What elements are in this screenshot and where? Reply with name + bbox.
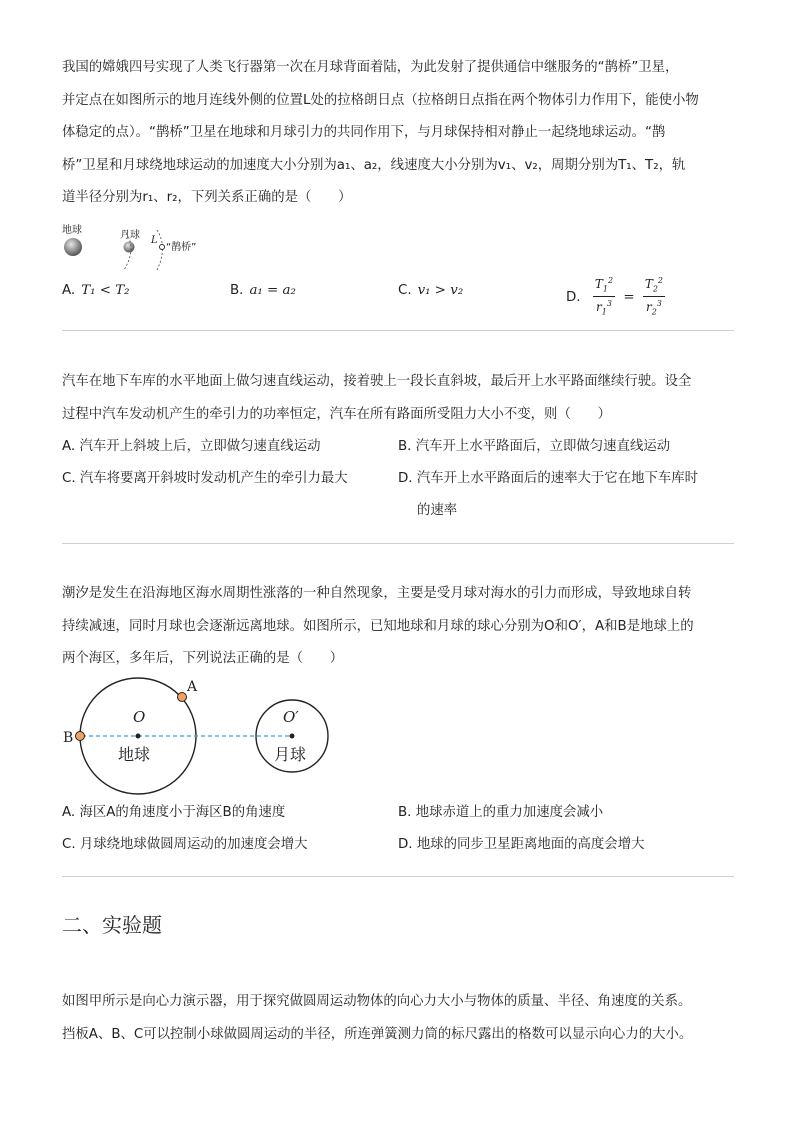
divider <box>62 876 734 877</box>
q2-option-a[interactable]: A. 汽车开上斜坡上后，立即做匀速直线运动 <box>62 439 321 454</box>
label-a: A <box>187 679 198 695</box>
satellite-dot <box>160 245 165 250</box>
label-o: O <box>133 708 146 726</box>
q1-option-a[interactable]: A. T₁ < T₂ <box>62 283 130 298</box>
q2-option-c[interactable]: C. 汽车将要离开斜坡时发动机产生的牵引力最大 <box>62 471 348 486</box>
divider <box>62 330 734 331</box>
q1-stem-line: 道半径分别为r₁、r₂，下列关系正确的是（ ） <box>62 190 352 205</box>
q3-stem-line: 潮汐是发生在沿海地区海水周期性涨落的一种自然现象，主要是受月球对海水的引力而形成，导致地球自转 <box>62 586 692 601</box>
q3-stem-line: 持续减速，同时月球也会逐渐远离地球。如图所示，已知地球和月球的球心分别为O和O′，A和B是地球上的 <box>62 618 694 634</box>
fraction-left: $\frac{T_1^2}{r_1^3}$ <box>594 276 614 317</box>
lagrange-point-label: L <box>151 235 158 246</box>
q1-stem <box>62 52 734 215</box>
q4-stem-line: 如图甲所示是向心力演示器，用于探究做圆周运动物体的向心力大小与物体的质量、半径、角速度的关系。 <box>62 994 692 1009</box>
earth-label: 地球 <box>118 745 151 764</box>
moon-center-dot <box>290 734 295 739</box>
q4-stem <box>62 986 734 1051</box>
q2-stem-line: 过程中汽车发动机产生的牵引力的功率恒定，汽车在所有路面所受阻力大小不变，则（ ） <box>62 406 612 422</box>
moon-label: 月球 <box>120 230 140 241</box>
q3-option-b[interactable]: B. 地球赤道上的重力加速度会减小 <box>398 805 604 820</box>
earth-label: 地球 <box>62 225 82 236</box>
q1-stem-line: 桥”卫星和月球绕地球运动的加速度大小分别为a₁、a₂，线速度大小分别为v₁、v₂，周期分别为T₁、T₂，轨 <box>62 157 686 173</box>
q1-option-d[interactable]: D. $\frac{T_1^2}{r_1^3}$ = $\frac{T_2^2}{r_2^3}$ <box>566 274 665 320</box>
satellite-orbit-arc <box>157 230 163 270</box>
q1-option-c[interactable]: C. v₁ > v₂ <box>398 283 464 298</box>
q3-stem <box>62 578 734 676</box>
q1-option-b[interactable]: B. a₁ = a₂ <box>230 283 296 298</box>
q1-stem-line: 我国的嫦娥四号实现了人类飞行器第一次在月球背面着陆，为此发射了提供通信中继服务的“鹊桥”卫星， <box>62 60 679 75</box>
q3-option-a[interactable]: A. 海区A的角速度小于海区B的角速度 <box>62 805 286 820</box>
label-o-prime: O′ <box>283 708 299 726</box>
earth-moon-tide-figure <box>60 672 340 802</box>
moon-label: 月球 <box>274 745 307 764</box>
q1-stem-line: 体稳定的点）。“鹊桥”卫星在地球和月球引力的共同作用下，与月球保持相对静止一起绕地球运动。“鹊 <box>62 125 666 140</box>
q2-option-d[interactable]: D. 汽车开上水平路面后的速率大于它在地下车库时 的速率 <box>398 471 699 518</box>
moon-ball <box>124 242 135 253</box>
satellite-label: “鹊桥” <box>166 242 197 253</box>
section-title: 二、实验题 <box>62 913 162 937</box>
q3-option-d[interactable]: D. 地球的同步卫星距离地面的高度会增大 <box>398 837 645 852</box>
q2-option-b[interactable]: B. 汽车开上水平路面后，立即做匀速直线运动 <box>398 439 671 454</box>
divider <box>62 543 734 544</box>
sea-area-a-dot <box>178 693 187 702</box>
fraction-right: $\frac{T_2^2}{r_2^3}$ <box>644 276 664 317</box>
label-b: B <box>63 730 74 746</box>
earth-ball <box>64 238 82 256</box>
q3-stem-line: 两个海区，多年后，下列说法正确的是（ ） <box>62 651 344 666</box>
earth-center-dot <box>136 734 141 739</box>
q2-stem-line: 汽车在地下车库的水平地面上做匀速直线运动，接着驶上一段长直斜坡，最后开上水平路面继续行驶。设全 <box>62 374 692 389</box>
q1-stem-line: 并定点在如图所示的地月连线外侧的位置L处的拉格朗日点（拉格朗日点指在两个物体引力作用下，能使小物 <box>62 92 699 108</box>
earth-moon-lagrange-figure <box>60 222 220 272</box>
q4-stem-line: 挡板A、B、C可以控制小球做圆周运动的半径，所连弹簧测力筒的标尺露出的格数可以显示向心力的大小。 <box>62 1026 693 1042</box>
sea-area-b-dot <box>76 732 85 741</box>
q3-option-c[interactable]: C. 月球绕地球做圆周运动的加速度会增大 <box>62 837 308 852</box>
q2-stem <box>62 366 734 431</box>
